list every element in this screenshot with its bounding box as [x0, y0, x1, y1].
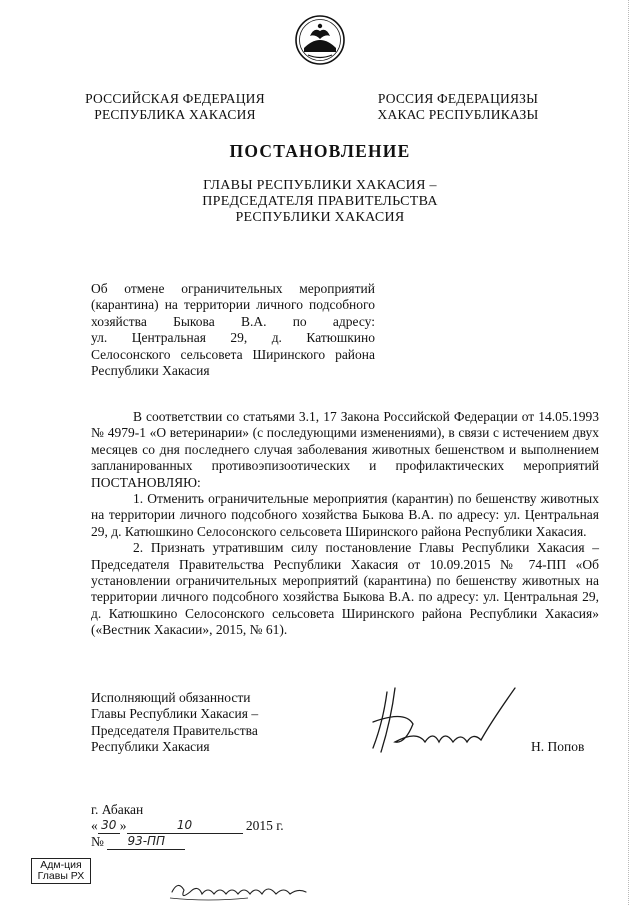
subject-line3: хозяйства Быкова В.А. по адресу:	[91, 313, 375, 329]
preamble-paragraph: В соответствии со статьями 3.1, 17 Закона Российской Федерации от 14.05.1993 № 4979-1 «О ветеринарии» (с последующими изменениями), в связи с истечением двух месяцев со дня последнего случая заболевания животных бешенством и выполнением запланированных противоэпизоотических и профилактических мероприятий ПОСТАНОВЛЯЮ:	[91, 409, 599, 490]
subject-line5: Селосонского сельсовета Ширинского района	[91, 346, 375, 362]
date-year: 2015 г.	[245, 818, 284, 833]
coat-of-arms-emblem	[294, 12, 346, 68]
stamp-line2: Главы РХ	[37, 870, 85, 882]
document-title: ПОСТАНОВЛЕНИЕ	[229, 141, 411, 161]
signature-block	[91, 690, 258, 756]
date-open-quote: «	[91, 818, 98, 833]
header-right	[348, 91, 568, 123]
subject-line1: Об отмене ограничительных мероприятий	[91, 281, 375, 296]
signatory-line3: Председателя Правительства	[91, 722, 258, 738]
header-left-line2: РЕСПУБЛИКА ХАКАСИЯ	[94, 107, 256, 122]
registration-stamp	[31, 858, 91, 884]
date-day: 30	[98, 818, 120, 834]
stamp-line1: Адм-ция	[40, 859, 82, 871]
signatory-line2: Главы Республики Хакасия –	[91, 706, 259, 722]
binding-dots-right	[628, 0, 629, 905]
date-month: 10	[127, 818, 243, 834]
header-right-line1: РОССИЯ ФЕДЕРАЦИЯЗЫ	[377, 91, 539, 106]
header-right-line2: ХАКАС РЕСПУБЛИКАЗЫ	[377, 107, 539, 122]
document-subject	[91, 281, 375, 379]
header-left-line1: РОССИЙСКАЯ ФЕДЕРАЦИЯ	[85, 91, 265, 106]
item-1-paragraph: 1. Отменить ограничительные мероприятия (карантин) по бешенству животных на территории личного подсобного хозяйства Быкова В.А. по адресу: ул. Центральная 29, д. Катюшкино Селосонского сельсовета Ширинского района Республики Хакасия.	[91, 491, 599, 539]
subject-line4: ул. Центральная 29, д. Катюшкино	[91, 330, 375, 346]
subtitle-line2: ПРЕДСЕДАТЕЛЯ ПРАВИТЕЛЬСТВА	[202, 194, 438, 209]
item-2-paragraph: 2. Признать утратившим силу постановление Главы Республики Хакасия – Председателя Правительства Республики Хакасия от 10.09.2015 № 74-ПП «Об установлении ограничительных мероприятий (карантина) по бешенству животных на территории личного подсобного хозяйства Быкова В.А. по адресу: ул. Центральная 29, д. Катюшкино Селосонского сельсовета Ширинского района Республики Хакасия» («Вестник Хакасии», 2015, № 61).	[91, 540, 599, 638]
number-prefix: №	[91, 834, 104, 849]
document-body	[91, 409, 599, 639]
signatory-line4: Республики Хакасия	[91, 739, 210, 755]
handwritten-note-scribble	[168, 878, 318, 904]
signer-name: Н. Попов	[531, 739, 585, 754]
signatory-line1: Исполняющий обязанности	[91, 690, 251, 705]
date-line	[91, 818, 284, 834]
subject-line6: Республики Хакасия	[91, 363, 210, 379]
city: г. Абакан	[91, 802, 144, 817]
subtitle-line1: ГЛАВЫ РЕСПУБЛИКИ ХАКАСИЯ –	[203, 178, 437, 193]
handwritten-signature	[365, 682, 530, 762]
date-close-quote: »	[119, 818, 127, 833]
number-line	[91, 834, 185, 850]
subject-line2: (карантина) на территории личного подсобного	[91, 297, 375, 313]
subtitle-line3: РЕСПУБЛИКИ ХАКАСИЯ	[235, 210, 405, 225]
header-left	[70, 91, 280, 123]
document-number: 93-ПП	[107, 834, 185, 850]
